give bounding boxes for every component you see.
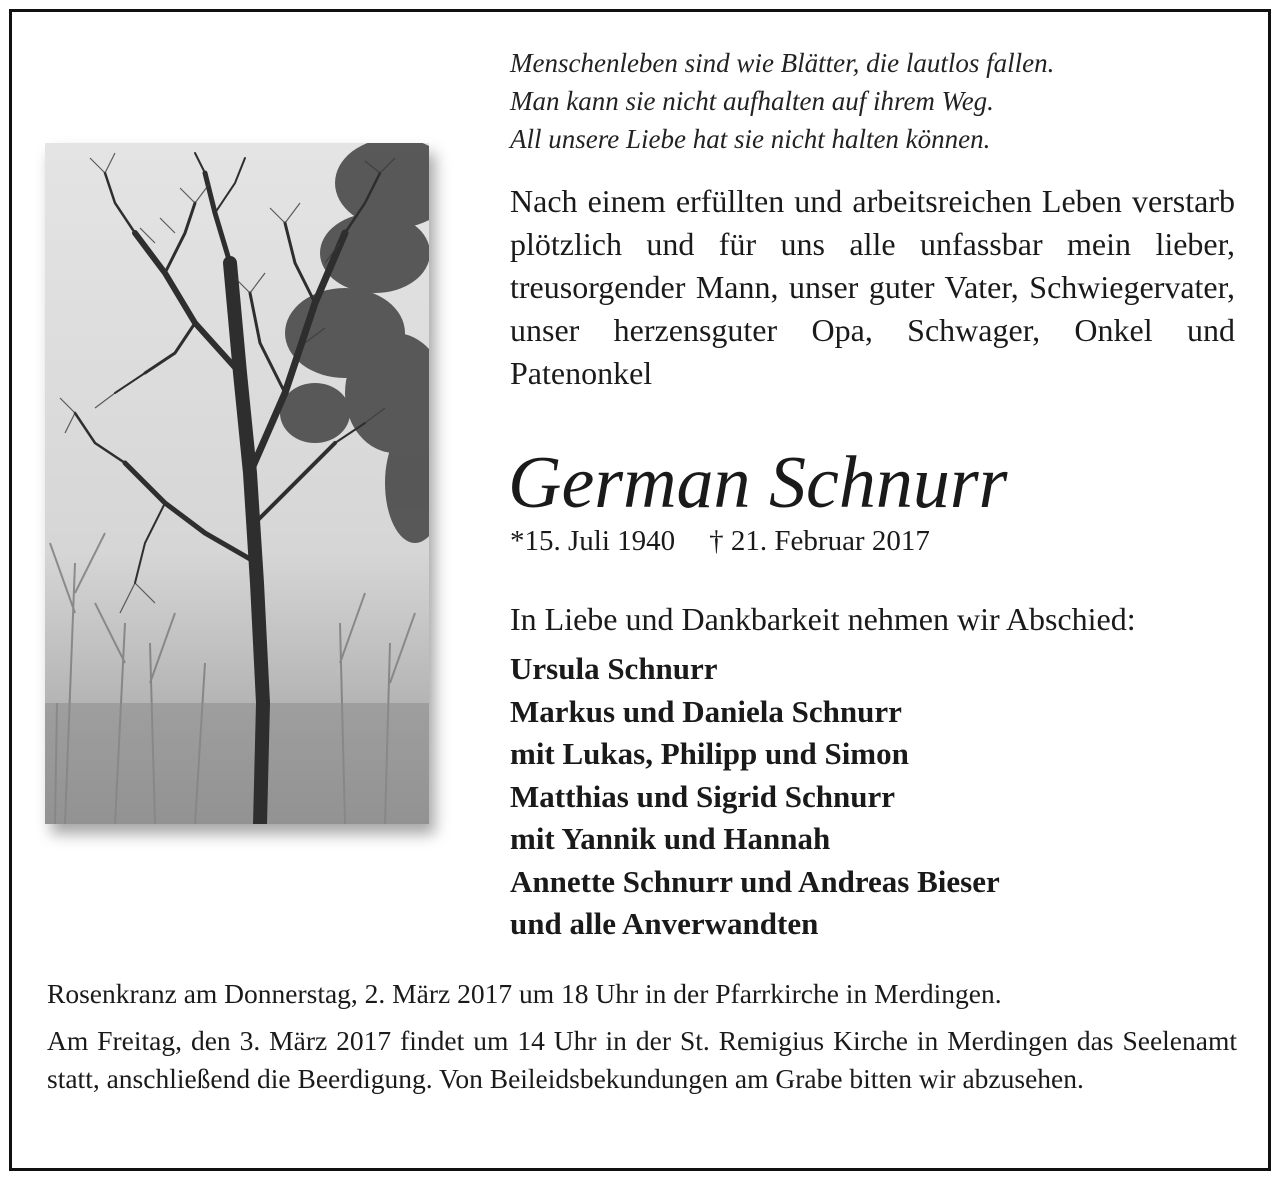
- mourners-list: [510, 648, 1000, 946]
- tree-photo: [45, 143, 429, 824]
- funeral-info: Am Freitag, den 3. März 2017 findet um 14 Uhr in der St. Remigius Kirche in Merdingen das Seelenamt statt, anschließend die Beerdigung. Von Beileidsbekundungen am Grabe bitten wir abzusehen.: [47, 1025, 1237, 1094]
- mourner-line: Annette Schnurr und Andreas Bieser: [510, 863, 1000, 899]
- mourner-line: und alle Anverwandten: [510, 906, 819, 941]
- life-dates: [510, 522, 930, 560]
- mourner-line: Markus und Daniela Schnurr: [510, 693, 902, 729]
- farewell-text: In Liebe und Dankbarkeit nehmen wir Abschied:: [510, 601, 1136, 637]
- birth-date: *15. Juli 1940: [510, 525, 676, 557]
- death-date: † 21. Februar 2017: [709, 525, 930, 557]
- mourner-line: mit Lukas, Philipp und Simon: [510, 736, 909, 771]
- intro-text: Nach einem erfüllten und arbeitsreichen Leben verstarb plötzlich und für uns alle unfassbar mein lieber, treusorgender Mann, unser guter Vater, Schwiegervater, unser herzensguter Opa, Schwager, Onkel und Patenonkel: [510, 183, 1235, 391]
- verse-line: All unsere Liebe hat sie nicht halten können.: [510, 124, 991, 154]
- mourner-line: mit Yannik und Hannah: [510, 821, 831, 856]
- memorial-verse: [510, 44, 1250, 158]
- deceased-name: German Schnurr: [508, 442, 1008, 524]
- mourner-line: Ursula Schnurr: [510, 651, 718, 686]
- bare-tree-icon: [45, 143, 429, 824]
- rosary-info: Rosenkranz am Donnerstag, 2. März 2017 um 18 Uhr in der Pfarrkirche in Merdingen.: [47, 978, 1002, 1009]
- verse-line: Man kann sie nicht aufhalten auf ihrem Weg.: [510, 86, 994, 116]
- mourner-line: Matthias und Sigrid Schnurr: [510, 778, 896, 814]
- verse-line: Menschenleben sind wie Blätter, die lautlos fallen.: [510, 48, 1055, 78]
